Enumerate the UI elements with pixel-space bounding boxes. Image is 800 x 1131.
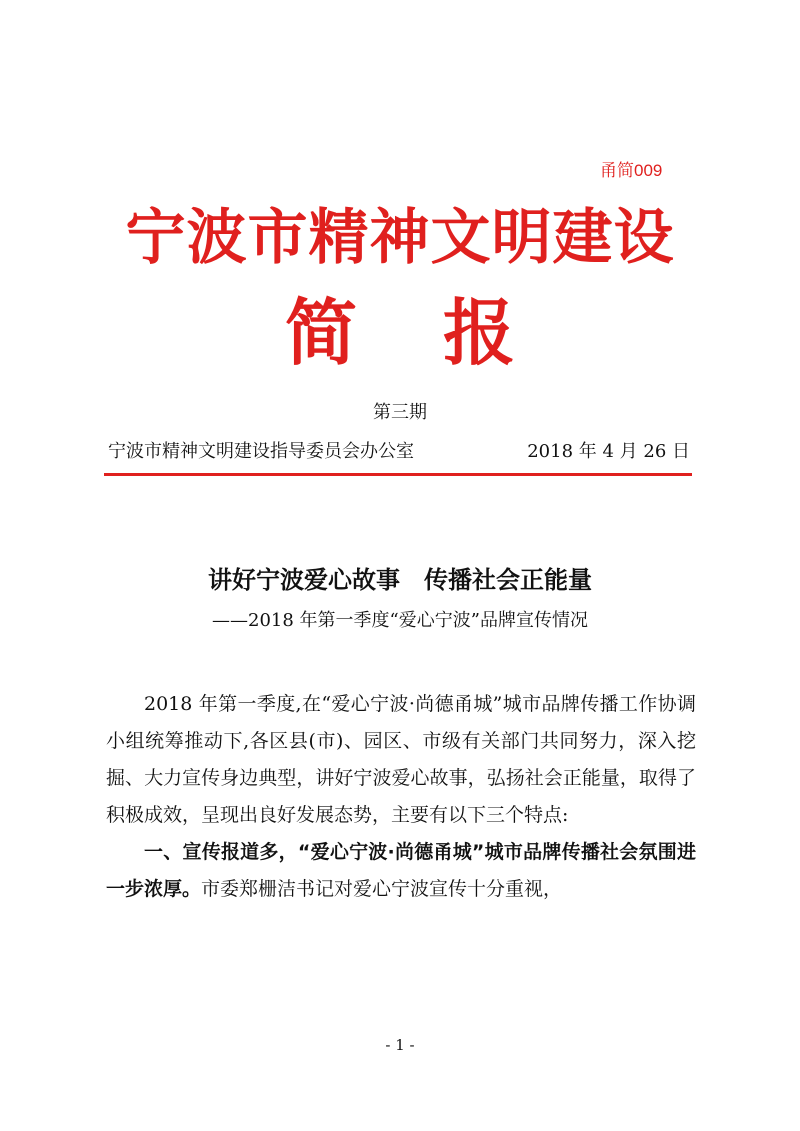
article-title: 讲好宁波爱心故事 传播社会正能量 [208, 566, 592, 594]
masthead-title: 宁波市精神文明建设 [125, 203, 675, 273]
page-number: - 1 - [385, 1036, 415, 1054]
issue-number: 第三期 [373, 402, 427, 423]
issuing-office: 宁波市精神文明建设指导委员会办公室 [108, 441, 414, 462]
article-subtitle: ——2018 年第一季度“爱心宁波”品牌宣传情况 [212, 610, 588, 631]
point-one-heading: 一、宣传报道多，“爱心宁波·尚德甬城”城市品牌传播社会氛围进一步浓厚。 [106, 841, 696, 900]
document-number: 甬简009 [600, 161, 663, 180]
intro-paragraph: 2018 年第一季度,在“爱心宁波·尚德甬城”城市品牌传播工作协调小组统筹推动下,各区县(市)、园区、市级有关部门共同努力，深入挖掘、大力宣传身边典型，讲好宁波爱心故事，弘扬社会正能量，取得了积极成效，呈现出良好发展态势，主要有以下三个特点: [106, 693, 696, 826]
masthead-subtitle: 简报 [284, 291, 601, 375]
issue-date: 2018 年 4 月 26 日 [527, 441, 690, 462]
point-one-text: 市委郑栅洁书记对爱心宁波宣传十分重视， [201, 878, 563, 900]
point-one-paragraph [106, 834, 696, 908]
article-body [106, 686, 696, 908]
red-divider-line [104, 473, 692, 476]
